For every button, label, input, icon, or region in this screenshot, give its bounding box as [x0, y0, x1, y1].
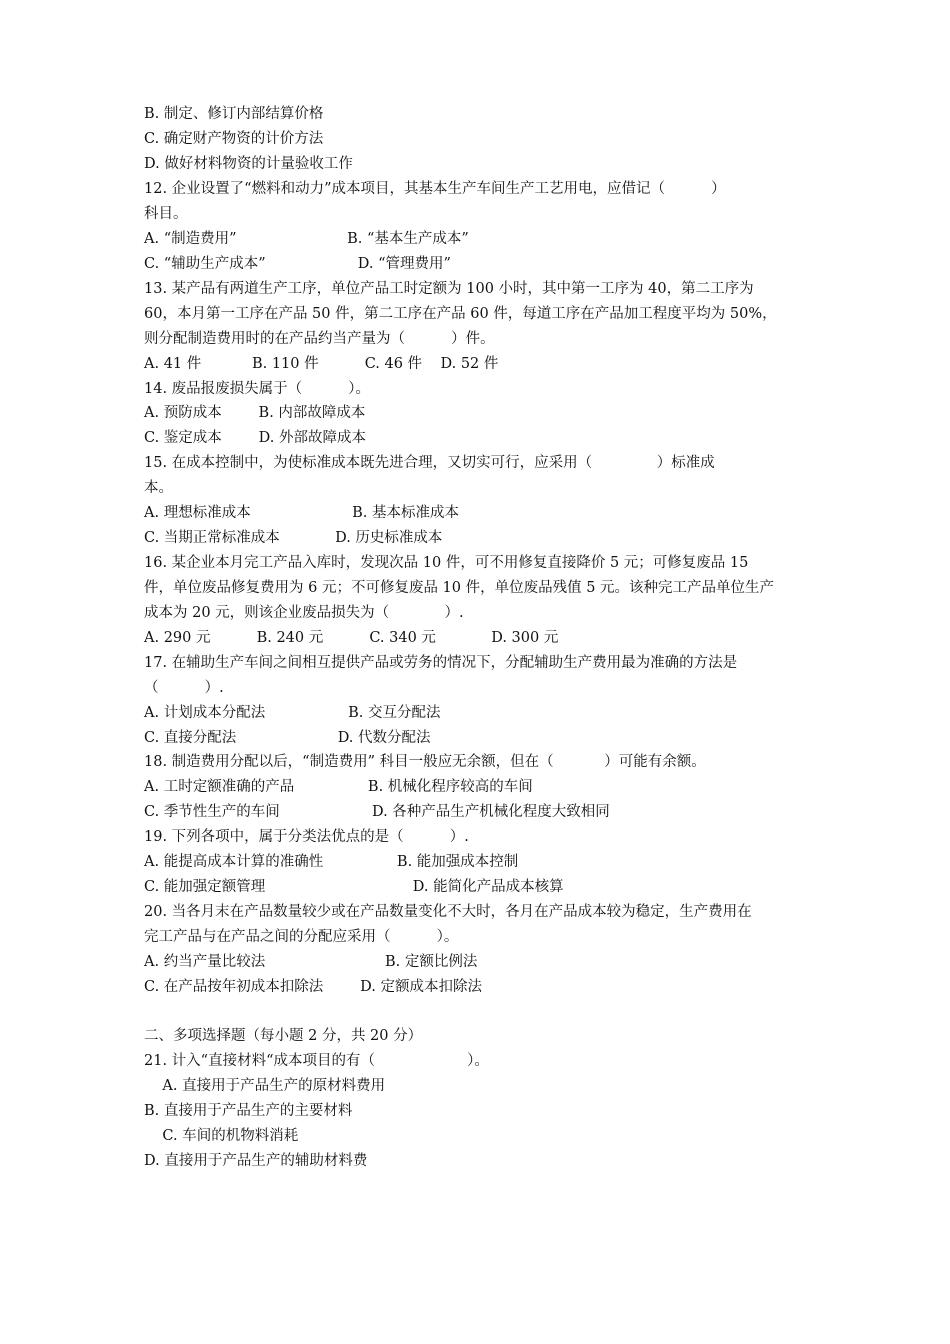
q18-options-ab: A. 工时定额准确的产品 B. 机械化程序较高的车间 [144, 779, 533, 795]
q19-stem: 19. 下列各项中，属于分类法优点的是（ ）. [144, 829, 469, 845]
q17-options-ab: A. 计划成本分配法 B. 交互分配法 [144, 705, 441, 721]
q15-stem-line-2: 本。 [144, 480, 173, 496]
q17-stem-line-1: 17. 在辅助生产车间之间相互提供产品或劳务的情况下，分配辅助生产费用最为准确的方法是 [144, 655, 738, 671]
q18-stem: 18. 制造费用分配以后，“制造费用” 科目一般应无余额，但在（ ）可能有余额。 [144, 754, 706, 770]
q13-options: A. 41 件 B. 110 件 C. 46 件 D. 52 件 [144, 356, 499, 372]
q19-options-ab: A. 能提高成本计算的准确性 B. 能加强成本控制 [144, 854, 519, 870]
q12-options-cd: C. “辅助生产成本” D. “管理费用” [144, 256, 451, 272]
q20-options-ab: A. 约当产量比较法 B. 定额比例法 [144, 954, 478, 970]
q15-options-ab: A. 理想标准成本 B. 基本标准成本 [144, 505, 459, 521]
q18-options-cd: C. 季节性生产的车间 D. 各种产品生产机械化程度大致相同 [144, 804, 610, 820]
q16-stem-line-3: 成本为 20 元，则该企业废品损失为（ ）. [144, 605, 464, 621]
q13-stem-line-2: 60，本月第一工序在产品 50 件，第二工序在产品 60 件，每道工序在产品加工程度平均为 50%， [144, 306, 777, 322]
q16-stem-line-1: 16. 某企业本月完工产品入库时，发现次品 10 件，可不用修复直接降价 5 元；可修复废品 15 [144, 555, 749, 571]
q13-stem-line-1: 13. 某产品有两道生产工序，单位产品工时定额为 100 小时，其中第一工序为 40，第二工序为 [144, 281, 754, 297]
q12-stem-line-1: 12. 企业设置了“燃料和动力”成本项目，其基本生产车间生产工艺用电，应借记（ ） [144, 181, 726, 197]
q11-option-b: B. 制定、修订内部结算价格 [144, 106, 324, 122]
q14-stem: 14. 废品报废损失属于（ ）。 [144, 381, 371, 397]
q16-options: A. 290 元 B. 240 元 C. 340 元 D. 300 元 [144, 630, 559, 646]
q11-option-c: C. 确定财产物资的计价方法 [144, 131, 324, 147]
q12-stem-line-2: 科目。 [144, 206, 188, 222]
q11-option-d: D. 做好材料物资的计量验收工作 [144, 156, 353, 172]
q20-stem-line-2: 完工产品与在产品之间的分配应采用（ ）。 [144, 929, 459, 945]
q16-stem-line-2: 件，单位废品修复费用为 6 元；不可修复废品 10 件，单位废品残值 5 元。该种完工产品单位生产 [144, 580, 775, 596]
q17-options-cd: C. 直接分配法 D. 代数分配法 [144, 730, 431, 746]
q15-options-cd: C. 当期正常标准成本 D. 历史标准成本 [144, 530, 443, 546]
q15-stem-line-1: 15. 在成本控制中，为使标准成本既先进合理，又切实可行，应采用（ ）标准成 [144, 455, 715, 471]
q21-option-a: A. 直接用于产品生产的原材料费用 [144, 1078, 386, 1094]
q14-options-cd: C. 鉴定成本 D. 外部故障成本 [144, 430, 366, 446]
section-heading-multiple-choice: 二、多项选择题（每小题 2 分，共 20 分） [144, 1028, 423, 1044]
q21-option-c: C. 车间的机物料消耗 [144, 1128, 299, 1144]
q21-option-b: B. 直接用于产品生产的主要材料 [144, 1103, 353, 1119]
q13-stem-line-3: 则分配制造费用时的在产品约当产量为（ ）件。 [144, 331, 495, 347]
q19-options-cd: C. 能加强定额管理 D. 能简化产品成本核算 [144, 879, 564, 895]
q21-stem: 21. 计入“直接材料“成本项目的有（ ）。 [144, 1053, 489, 1069]
q17-stem-line-2: （ ）. [144, 680, 224, 696]
q20-options-cd: C. 在产品按年初成本扣除法 D. 定额成本扣除法 [144, 979, 482, 995]
q14-options-ab: A. 预防成本 B. 内部故障成本 [144, 405, 366, 421]
q20-stem-line-1: 20. 当各月末在产品数量较少或在产品数量变化不大时，各月在产品成本较为稳定，生产费用在 [144, 904, 752, 920]
q21-option-d: D. 直接用于产品生产的辅助材料费 [144, 1153, 368, 1169]
q12-options-ab: A. “制造费用” B. “基本生产成本” [144, 231, 469, 247]
